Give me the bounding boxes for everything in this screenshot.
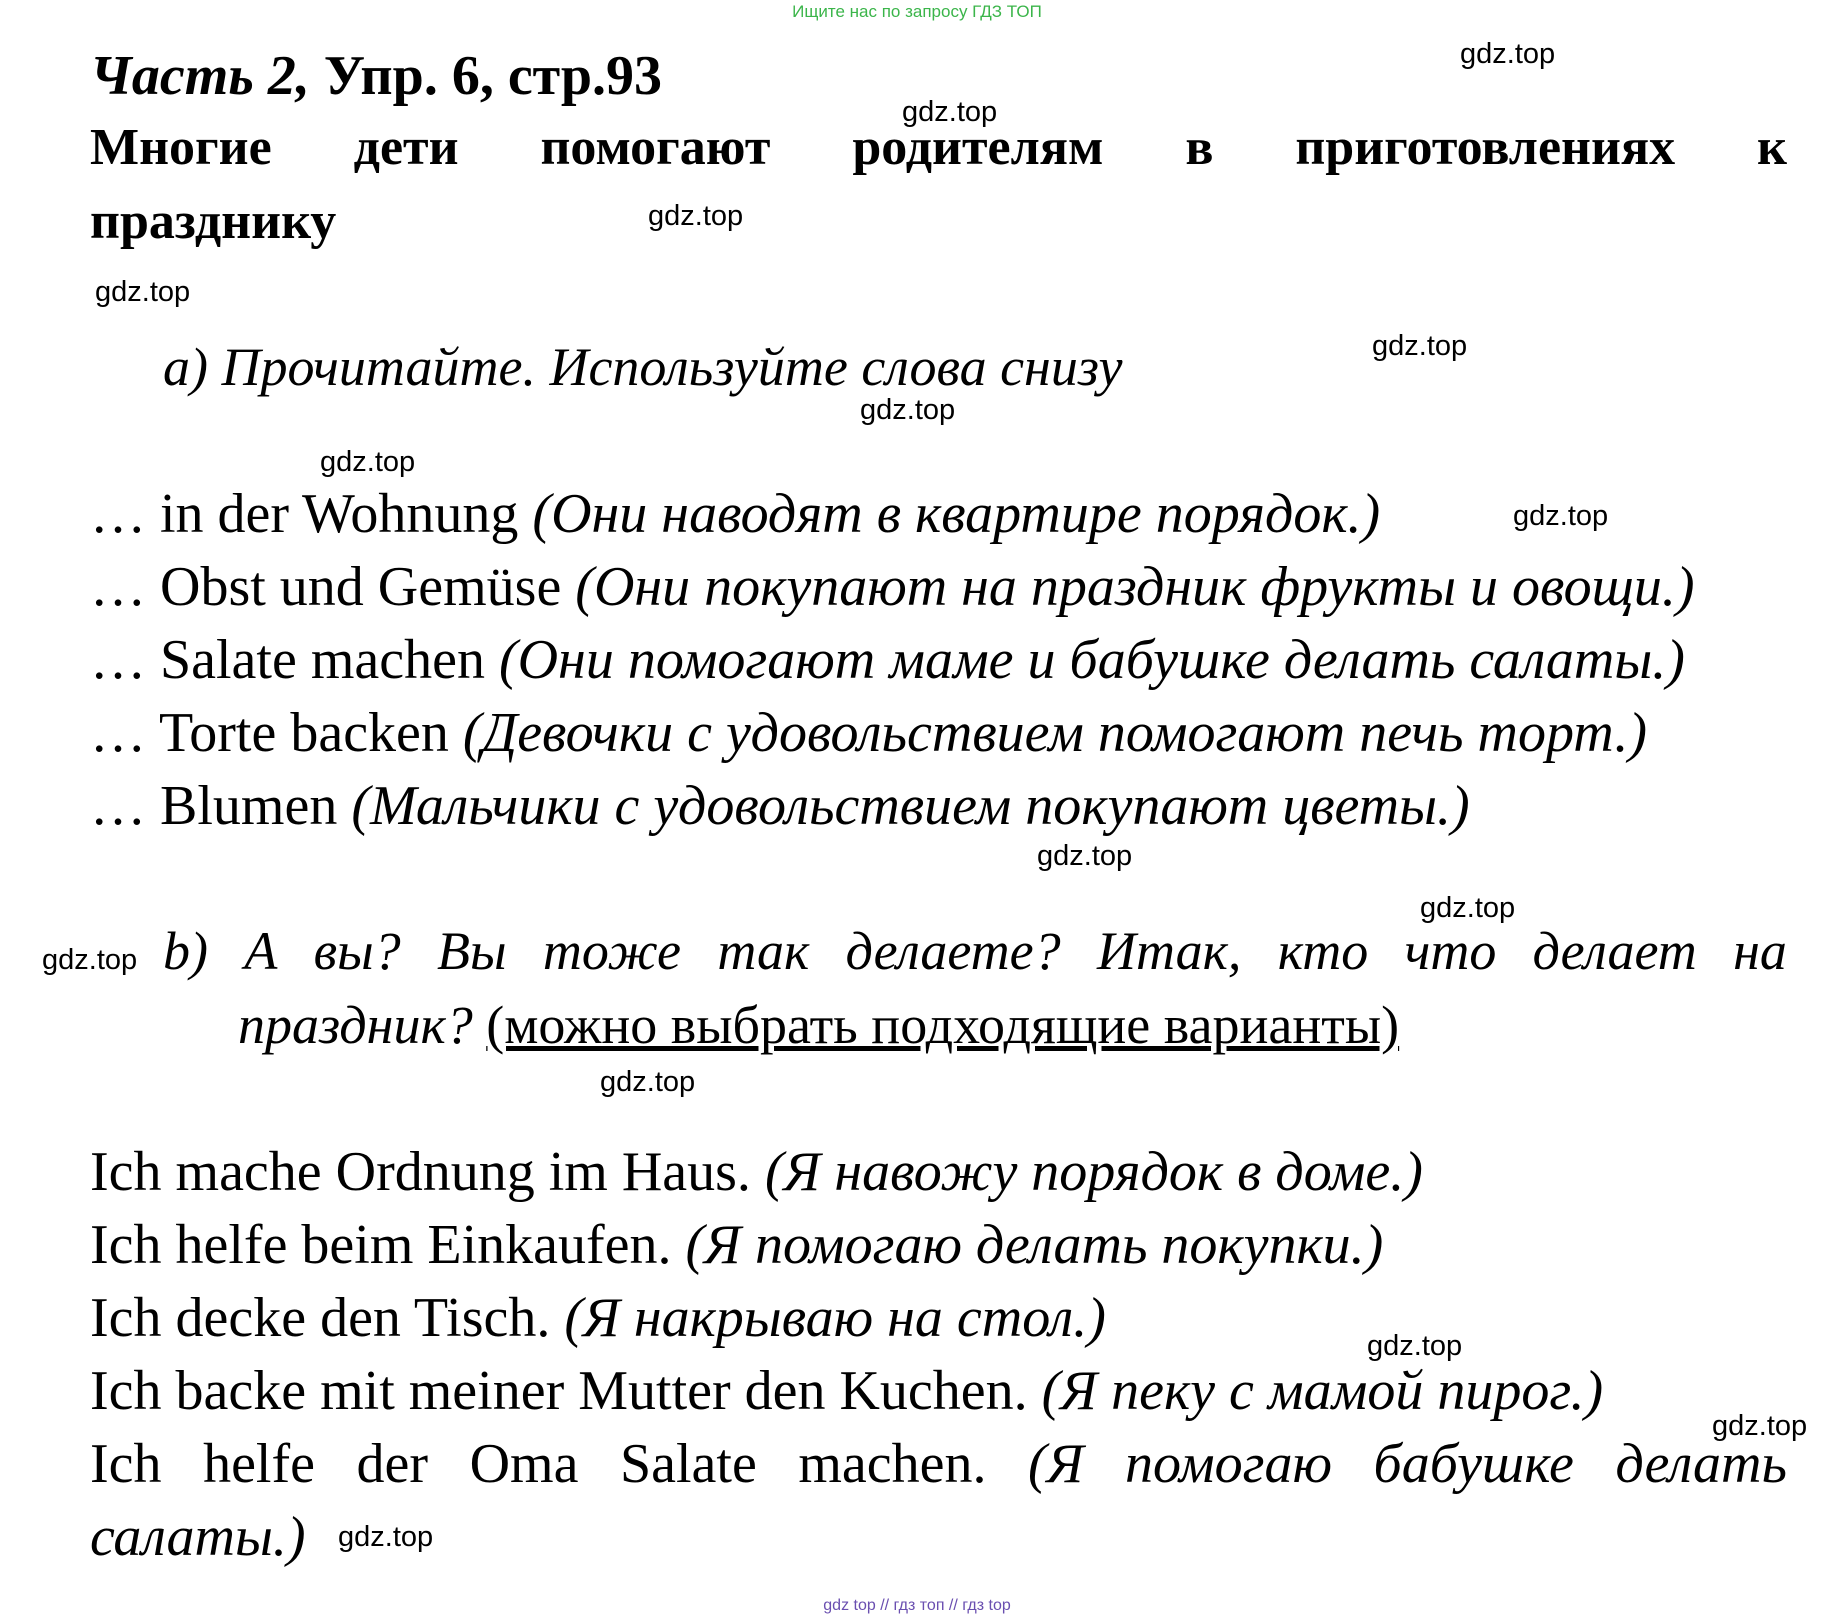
answer-row-last-end (90, 1505, 306, 1569)
heading-word: дети (353, 119, 459, 176)
phrase-de: … Blumen (90, 775, 338, 837)
watermark: gdz.top (860, 394, 956, 426)
phrase-de: … Salate machen (90, 629, 485, 691)
page-title (90, 44, 662, 108)
answer-row (90, 1359, 1603, 1423)
title-part: Часть 2, (90, 45, 310, 107)
watermark: gdz.top (1513, 500, 1609, 532)
answer-ru: (Я навожу порядок в доме.) (764, 1141, 1423, 1203)
answer-de: Ich mache Ordnung im Haus. (90, 1141, 751, 1203)
heading-word: приготовлениях (1295, 119, 1676, 176)
phrase-row (90, 701, 1647, 765)
phrase-row (90, 482, 1380, 546)
answer-row-last (90, 1432, 1787, 1496)
phrase-row (90, 628, 1685, 692)
watermark: gdz.top (648, 200, 744, 232)
answer-row (90, 1286, 1106, 1350)
watermark: gdz.top (1712, 1410, 1808, 1442)
phrase-ru: (Мальчики с удовольствием покупают цветы.) (351, 775, 1470, 837)
heading-word: родителям (852, 119, 1104, 176)
watermark: gdz.top (95, 276, 191, 308)
task-b-word: b) (163, 921, 208, 981)
task-b-note: (можно выбрать подходящие варианты) (486, 995, 1400, 1055)
task-b-word: Итак, (1096, 921, 1242, 981)
task-b-word: что (1404, 921, 1497, 981)
heading-word: Многие (90, 119, 272, 176)
task-b-word: тоже (542, 921, 682, 981)
heading-line-2: празднику (90, 193, 337, 250)
task-b-word: делаете? (845, 921, 1061, 981)
task-b-word: так (717, 921, 810, 981)
answer-word: helfe (203, 1433, 315, 1495)
watermark: gdz.top (1367, 1330, 1463, 1362)
watermark: gdz.top (1460, 38, 1556, 70)
footer-banner: gdz top // гдз топ // гдз top (823, 1597, 1011, 1614)
answer-word: machen. (798, 1433, 987, 1495)
phrase-row (90, 774, 1470, 838)
task-b-question: праздник? (238, 995, 473, 1055)
answer-word: делать (1615, 1433, 1787, 1495)
answer-word: бабушке (1373, 1433, 1574, 1495)
task-b-word: делает (1532, 921, 1697, 981)
watermark: gdz.top (42, 944, 138, 976)
answer-de: Ich decke den Tisch. (90, 1287, 551, 1349)
watermark: gdz.top (902, 96, 998, 128)
task-b-word: вы? (313, 921, 401, 981)
answer-ru: (Я пеку с мамой пирог.) (1041, 1360, 1604, 1422)
answer-de: Ich helfe beim Einkaufen. (90, 1214, 672, 1276)
task-b-word: А (244, 921, 278, 981)
phrase-ru: (Они покупают на праздник фрукты и овощи.) (575, 556, 1695, 618)
answer-word: помогаю (1125, 1433, 1332, 1495)
answer-row (90, 1140, 1423, 1204)
task-b-word: Вы (436, 921, 507, 981)
phrase-de: … Obst und Gemüse (90, 556, 562, 618)
watermark: gdz.top (1372, 330, 1468, 362)
task-b-line-2 (238, 994, 1399, 1056)
watermark: gdz.top (600, 1066, 696, 1098)
watermark: gdz.top (320, 446, 416, 478)
answer-word: Ich (90, 1433, 162, 1495)
phrase-de: … Torte backen (90, 702, 449, 764)
answer-word: Oma (469, 1433, 579, 1495)
heading-word: помогают (540, 119, 771, 176)
task-b-word: на (1733, 921, 1787, 981)
answer-word: der (356, 1433, 429, 1495)
answer-ru: (Я накрываю на стол.) (564, 1287, 1106, 1349)
phrase-de: … in der Wohnung (90, 483, 519, 545)
phrase-ru: (Они наводят в квартире порядок.) (532, 483, 1381, 545)
phrase-ru: (Они помогают маме и бабушке делать салаты.) (498, 629, 1685, 691)
heading-word: к (1757, 119, 1787, 176)
answer-word: Salate (620, 1433, 757, 1495)
task-b-word: кто (1277, 921, 1369, 981)
answer-ru: (Я помогаю делать покупки.) (685, 1214, 1384, 1276)
watermark: gdz.top (1420, 892, 1516, 924)
watermark: gdz.top (338, 1521, 434, 1553)
answer-ru-end: салаты.) (90, 1506, 306, 1568)
phrase-ru: (Девочки с удовольствием помогают печь торт.) (462, 702, 1648, 764)
watermark: gdz.top (1037, 840, 1133, 872)
phrase-row (90, 555, 1695, 619)
title-rest: Упр. 6, стр.93 (323, 45, 663, 107)
top-banner: Ищите нас по запросу ГДЗ ТОП (792, 2, 1042, 21)
answer-de: Ich backe mit meiner Mutter den Kuchen. (90, 1360, 1028, 1422)
answer-word: (Я (1028, 1433, 1084, 1495)
heading-word: в (1185, 119, 1214, 176)
task-a: a) Прочитайте. Используйте слова снизу (163, 337, 1123, 397)
answer-row (90, 1213, 1383, 1277)
task-b-line-1 (163, 920, 1787, 982)
